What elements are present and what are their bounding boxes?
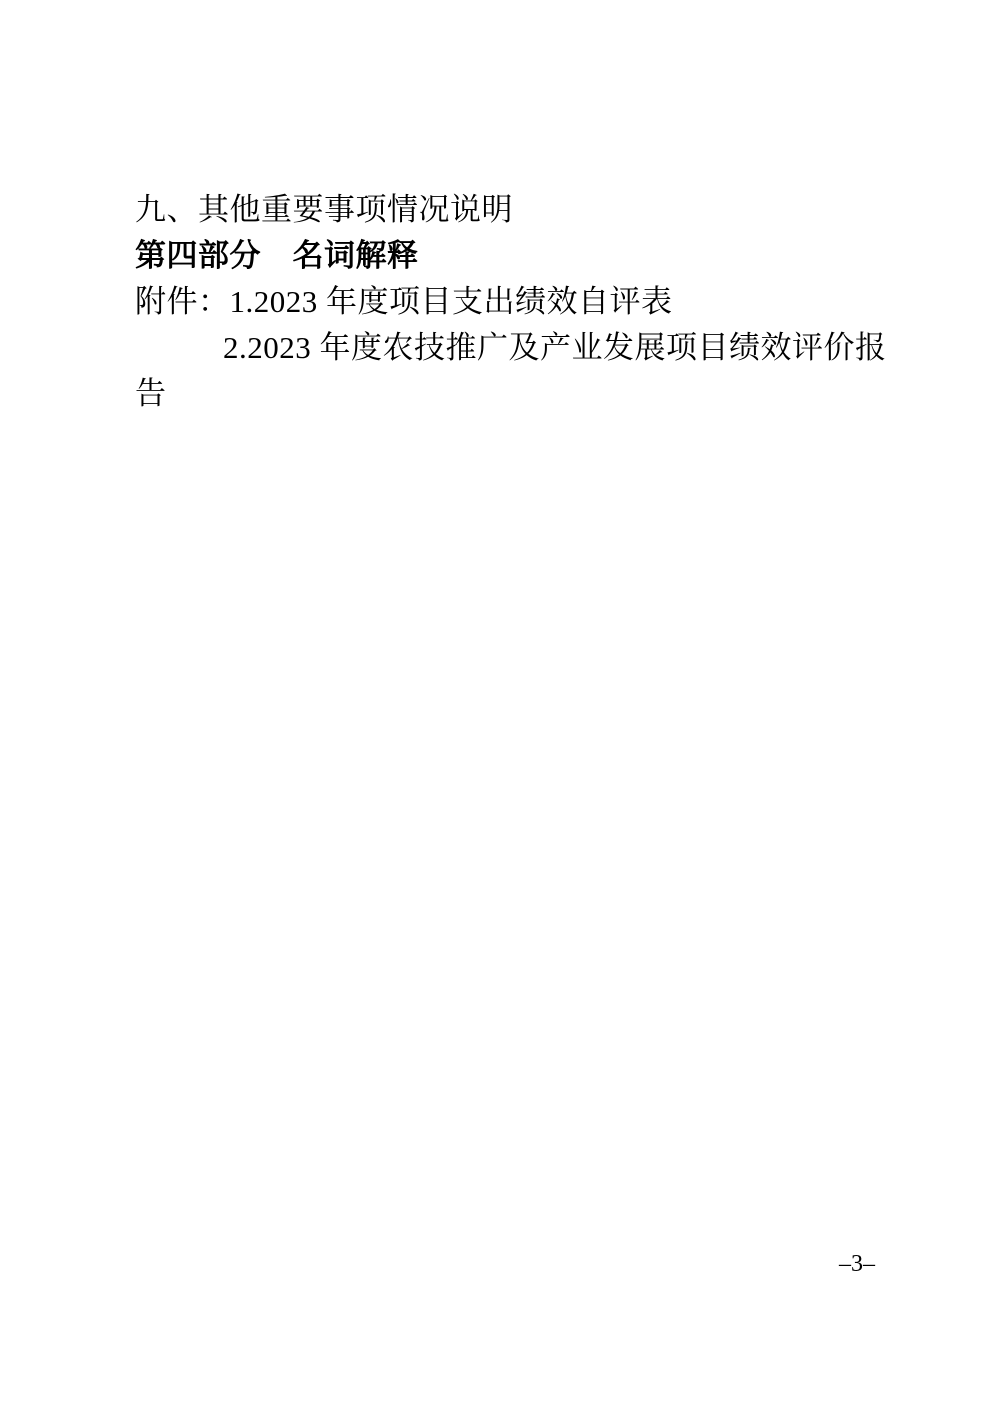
attachment-item-2-continuation: 告 <box>135 376 167 411</box>
page-number: –3– <box>839 1251 875 1277</box>
document-content <box>135 187 887 417</box>
attachment-item-1: 1.2023 年度项目支出绩效自评表 <box>229 284 673 319</box>
attachment-label: 附件： <box>135 284 230 319</box>
heading-part-four-glossary: 第四部分 名词解释 <box>135 238 419 273</box>
attachment-item-2: 2.2023 年度农技推广及产业发展项目绩效评价报 <box>223 330 887 365</box>
heading-other-important-items: 九、其他重要事项情况说明 <box>135 192 513 227</box>
attachments-line <box>135 279 875 325</box>
